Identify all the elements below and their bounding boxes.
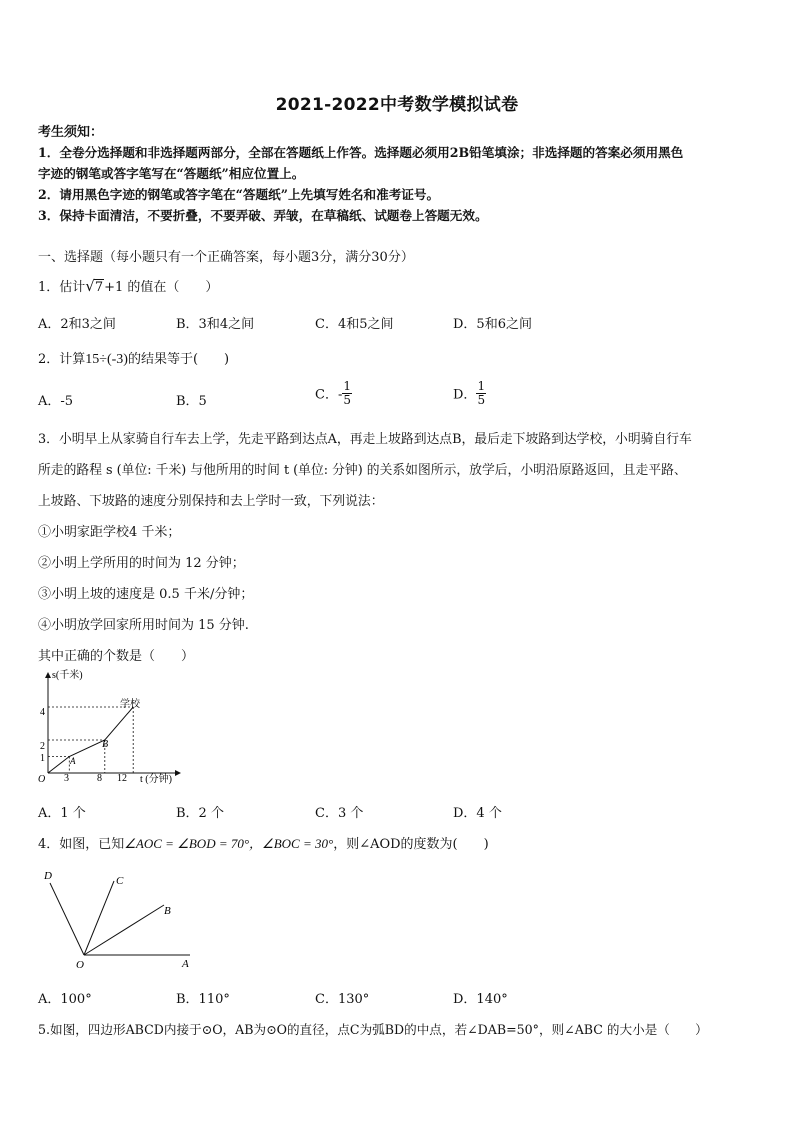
ray-od	[50, 883, 84, 955]
q2-option-b: B．5	[176, 394, 207, 409]
q1-option-c: C．4和5之间	[315, 317, 394, 332]
sqrt-radicand: 7	[94, 280, 104, 295]
point-b-label: B	[102, 739, 109, 750]
q4-option-c: C．130°	[315, 992, 370, 1007]
label-a: A	[182, 958, 189, 970]
y-tick-label: 4	[40, 707, 45, 718]
origin-label: O	[38, 774, 46, 785]
question-2	[38, 348, 229, 368]
question-4-expr: ∠AOC = ∠BOD = 70°，∠BOC = 30°	[124, 836, 334, 851]
q3-option-c: C．3 个	[315, 806, 364, 821]
x-tick-label: 8	[97, 773, 102, 784]
ray-ob	[84, 905, 164, 955]
fraction-numerator: 1	[477, 379, 486, 393]
notice-line: 2．请用黑色字迹的钢笔或答字笔在“答题纸”上先填写姓名和准考证号。	[38, 187, 440, 202]
q2-option-c	[315, 380, 352, 406]
fraction-denominator: 5	[343, 392, 351, 407]
label-c: C	[116, 875, 124, 887]
q4-option-b: B．110°	[176, 992, 230, 1007]
point-a-label: A	[70, 756, 76, 766]
question-4-prefix: 4．如图，已知	[38, 837, 125, 852]
y-axis-label: s(千米)	[52, 670, 83, 681]
question-1-suffix: +1 的值在（ ）	[104, 280, 219, 295]
angle-figure	[38, 865, 198, 975]
q1-option-a: A．2和3之间	[38, 317, 116, 332]
label-o: O	[76, 959, 84, 971]
question-3-prompt: 其中正确的个数是（ ）	[38, 649, 195, 664]
q2-option-c-label: C．-	[315, 387, 343, 403]
notice-heading: 考生须知：	[38, 125, 104, 140]
distance-time-graph	[30, 665, 190, 790]
question-3-line: 所走的路程 s (单位: 千米) 与他所用的时间 t (单位: 分钟) 的关系如图所示，放学后，小明沿原路返回，且走平路、	[38, 463, 687, 478]
notice-line: 1．全卷分选择题和非选择题两部分，全部在答题纸上作答。选择题必须用2B铅笔填涂；非选择题的答案必须用黑色	[38, 145, 684, 160]
y-tick-label: 1	[40, 753, 45, 764]
question-3-line: 3．小明早上从家骑自行车去上学，先走平路到达点A，再走上坡路到达点B，最后走下坡路到达学校，小明骑自行车	[38, 432, 692, 447]
statement-2: ②小明上学所用的时间为 12 分钟；	[38, 556, 245, 571]
question-2-expr: 15÷(-3)	[85, 352, 128, 367]
q3-option-b: B．2 个	[176, 806, 224, 821]
question-2-suffix: 的结果等于( )	[127, 352, 230, 367]
notice-line: 字迹的钢笔或答字笔写在“答题纸”相应位置上。	[38, 166, 305, 181]
school-label: 学校	[120, 699, 140, 710]
statement-3: ③小明上坡的速度是 0.5 千米/分钟；	[38, 587, 254, 602]
q1-option-b: B．3和4之间	[176, 317, 255, 332]
x-tick-label: 12	[117, 773, 127, 784]
question-5: 5.如图，四边形ABCD内接于⊙O，AB为⊙O的直径，点C为弧BD的中点，若∠DAB=50°，则∠ABC 的大小是（ ）	[38, 1022, 708, 1037]
question-2-prefix: 2．计算	[38, 352, 86, 367]
fraction-numerator: 1	[343, 379, 351, 393]
question-1: 1．估计√7+1 的值在（ ）	[38, 277, 219, 295]
q2-option-a: A．-5	[38, 394, 74, 409]
q3-option-a: A．1 个	[38, 806, 86, 821]
y-tick-label: 2	[40, 741, 45, 752]
question-4-suffix: ，则∠AOD的度数为( )	[333, 837, 489, 852]
q2-option-d	[453, 380, 486, 406]
page-title: 2021-2022中考数学模拟试卷	[275, 95, 519, 115]
question-1-prefix: 1．估计	[38, 280, 86, 295]
notice-line: 3．保持卡面清洁，不要折叠，不要弄破、弄皱，在草稿纸、试题卷上答题无效。	[38, 208, 488, 223]
fraction-denominator: 5	[477, 392, 486, 407]
statement-4: ④小明放学回家所用时间为 15 分钟.	[38, 618, 249, 633]
q3-option-d: D．4 个	[453, 806, 502, 821]
q4-option-d: D．140°	[453, 992, 508, 1007]
q4-option-a: A．100°	[38, 992, 92, 1007]
q2-option-d-label: D．	[453, 387, 477, 403]
x-tick-label: 3	[64, 773, 69, 784]
section-heading: 一、选择题（每小题只有一个正确答案，每小题3分，满分30分）	[38, 250, 414, 265]
statement-1: ①小明家距学校4 千米；	[38, 525, 181, 540]
q1-option-d: D．5和6之间	[453, 317, 532, 332]
label-b: B	[164, 905, 171, 917]
label-d: D	[44, 870, 52, 882]
question-4	[38, 833, 489, 852]
x-axis-label: t (分钟)	[140, 774, 172, 785]
question-3-line: 上坡路、下坡路的速度分别保持和去上学时一致，下列说法：	[38, 494, 384, 509]
ray-oc	[84, 881, 114, 955]
